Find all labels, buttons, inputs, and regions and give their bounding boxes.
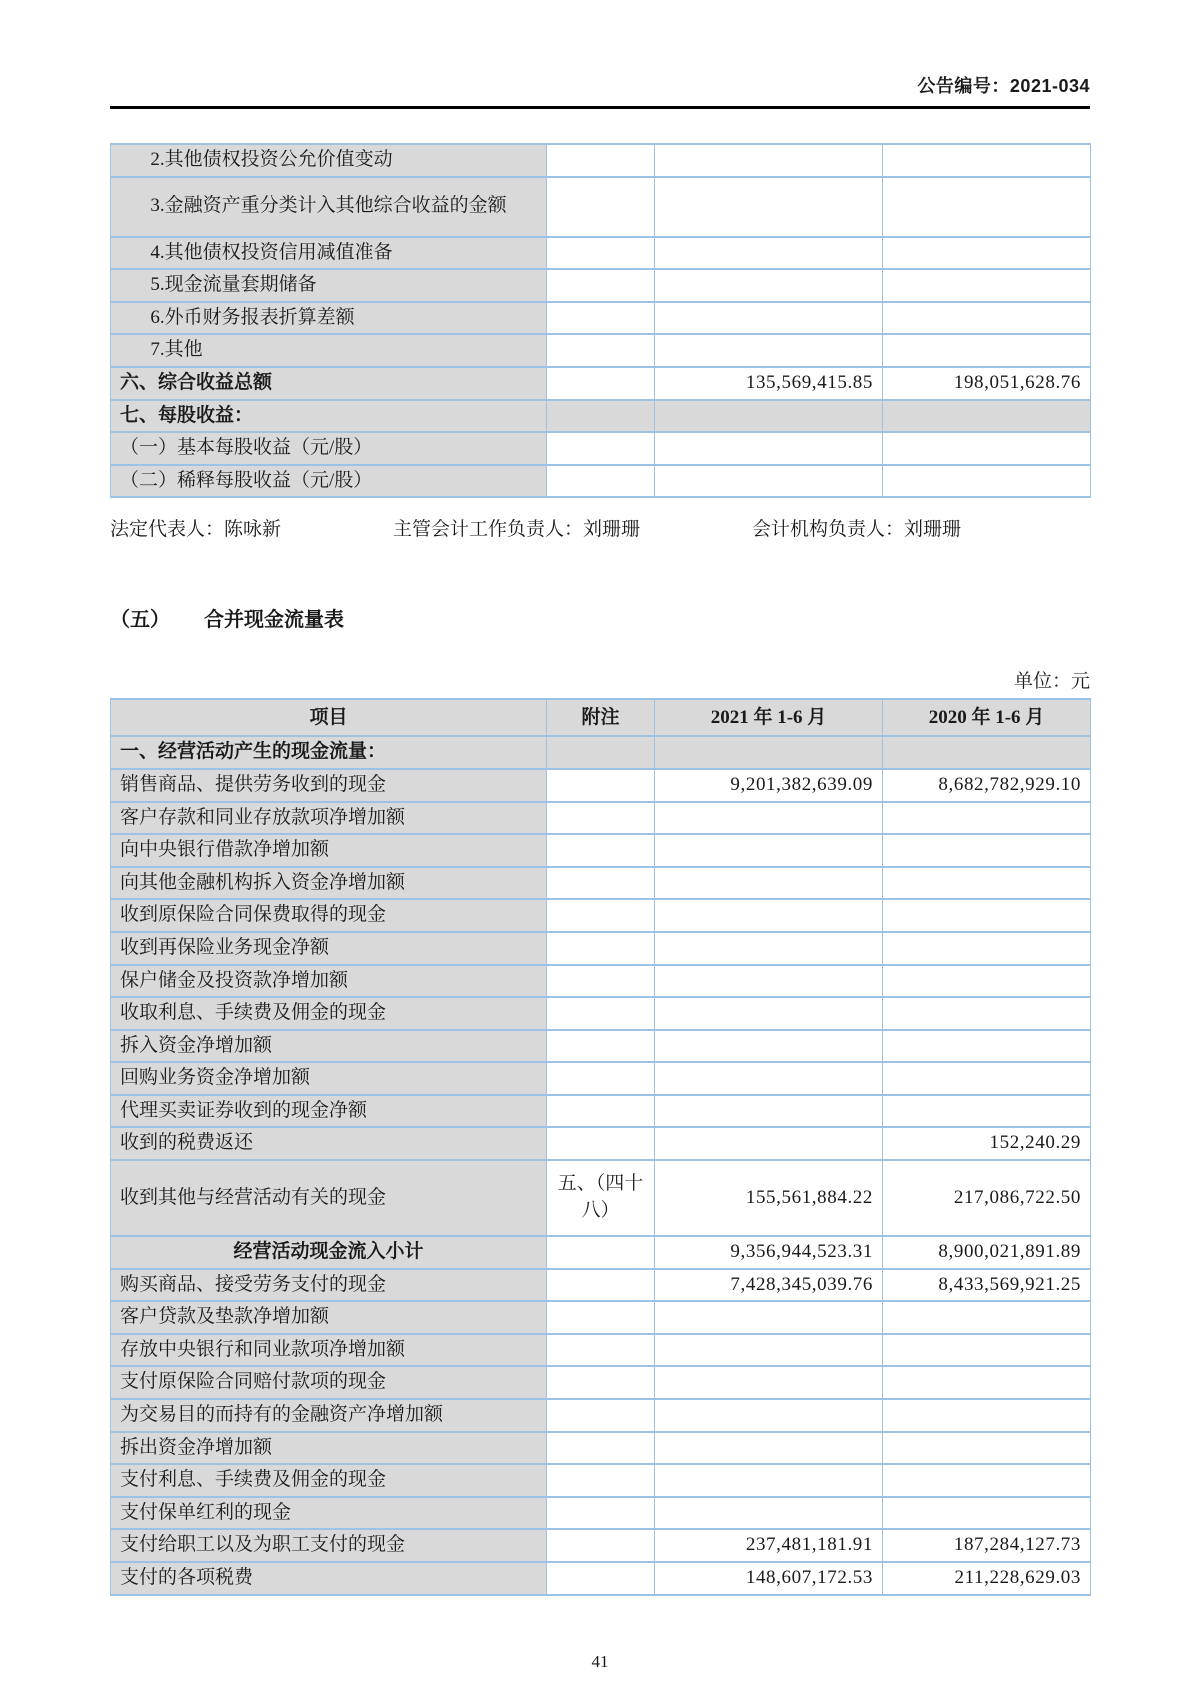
row-note-cell (547, 334, 655, 367)
row-value-2021-cell: 135,569,415.85 (655, 367, 883, 400)
table-row (111, 400, 1091, 433)
row-note-cell (547, 1301, 655, 1334)
row-value-2020-cell (883, 802, 1091, 835)
row-note-cell (547, 1464, 655, 1497)
table-row (111, 1432, 1091, 1465)
row-value-2020-cell: 187,284,127.73 (883, 1529, 1091, 1562)
row-label-cell: 支付利息、手续费及佣金的现金 (111, 1464, 547, 1497)
row-label-cell: 一、经营活动产生的现金流量： (111, 736, 547, 769)
row-label-cell: 存放中央银行和同业款项净增加额 (111, 1334, 547, 1367)
table-row (111, 177, 1091, 237)
section-heading (110, 603, 1090, 632)
row-value-2020-cell (883, 237, 1091, 270)
chief-accountant: 主管会计工作负责人：刘珊珊 (393, 519, 641, 541)
col-header-note: 附注 (547, 699, 655, 736)
table-row (111, 269, 1091, 302)
row-value-2020-cell (883, 1432, 1091, 1465)
row-note-cell (547, 302, 655, 335)
row-value-2020-cell (883, 1366, 1091, 1399)
row-note-cell (547, 867, 655, 900)
row-label-cell: 2.其他债权投资公允价值变动 (111, 144, 547, 177)
row-value-2021-cell (655, 1432, 883, 1465)
table-row (111, 1062, 1091, 1095)
row-label-cell: 收取利息、手续费及佣金的现金 (111, 997, 547, 1030)
row-label-cell: 支付原保险合同赔付款项的现金 (111, 1366, 547, 1399)
row-value-2020-cell: 8,682,782,929.10 (883, 769, 1091, 802)
row-value-2021-cell (655, 1464, 883, 1497)
row-value-2020-cell: 198,051,628.76 (883, 367, 1091, 400)
table-row (111, 769, 1091, 802)
row-note-cell (547, 144, 655, 177)
row-note-cell (547, 237, 655, 270)
doc-header (110, 72, 1090, 98)
table-row (111, 1334, 1091, 1367)
header-rule (110, 106, 1090, 109)
row-value-2021-cell (655, 1127, 883, 1160)
table-row (111, 867, 1091, 900)
row-note-cell (547, 1432, 655, 1465)
table-row (111, 144, 1091, 177)
row-note-cell (547, 269, 655, 302)
row-note-cell (547, 1497, 655, 1530)
col-header-2020: 2020 年 1-6 月 (883, 699, 1091, 736)
row-note-cell (547, 400, 655, 433)
row-value-2021-cell (655, 1095, 883, 1128)
table-row (111, 237, 1091, 270)
row-value-2020-cell (883, 736, 1091, 769)
table-row (111, 367, 1091, 400)
table-row (111, 899, 1091, 932)
row-value-2021-cell (655, 177, 883, 237)
row-note-cell (547, 1334, 655, 1367)
table-row (111, 465, 1091, 498)
accounting-head: 会计机构负责人：刘珊珊 (752, 519, 962, 541)
row-value-2020-cell (883, 1334, 1091, 1367)
row-value-2021-cell: 155,561,884.22 (655, 1160, 883, 1236)
row-value-2020-cell (883, 1062, 1091, 1095)
row-label-cell: 回购业务资金净增加额 (111, 1062, 547, 1095)
row-label-cell: 经营活动现金流入小计 (111, 1236, 547, 1269)
table-row (111, 302, 1091, 335)
row-label-cell: 保户储金及投资款净增加额 (111, 965, 547, 998)
row-label-cell: 收到的税费返还 (111, 1127, 547, 1160)
row-label-cell: （一）基本每股收益（元/股） (111, 432, 547, 465)
row-label-cell: 代理买卖证券收到的现金净额 (111, 1095, 547, 1128)
row-label-cell: 七、每股收益： (111, 400, 547, 433)
row-value-2021-cell (655, 432, 883, 465)
row-value-2020-cell (883, 432, 1091, 465)
announcement-number-label: 公告编号： (917, 76, 1010, 96)
row-note-cell (547, 802, 655, 835)
signature-row (110, 514, 1090, 541)
row-value-2021-cell: 9,356,944,523.31 (655, 1236, 883, 1269)
row-note-cell (547, 1236, 655, 1269)
row-value-2020-cell (883, 1095, 1091, 1128)
row-note-cell (547, 1399, 655, 1432)
row-value-2021-cell (655, 736, 883, 769)
row-value-2020-cell (883, 834, 1091, 867)
row-label-cell: 收到再保险业务现金净额 (111, 932, 547, 965)
row-value-2021-cell (655, 465, 883, 498)
table-row (111, 965, 1091, 998)
row-note-cell (547, 1562, 655, 1595)
row-label-cell: 向其他金融机构拆入资金净增加额 (111, 867, 547, 900)
row-value-2021-cell (655, 965, 883, 998)
row-value-2020-cell (883, 1464, 1091, 1497)
table-row (111, 1030, 1091, 1063)
row-value-2020-cell: 152,240.29 (883, 1127, 1091, 1160)
row-label-cell: 六、综合收益总额 (111, 367, 547, 400)
row-value-2020-cell (883, 400, 1091, 433)
table-row (111, 1301, 1091, 1334)
table-row (111, 1269, 1091, 1302)
row-value-2021-cell: 9,201,382,639.09 (655, 769, 883, 802)
table-row (111, 802, 1091, 835)
table-row (111, 1529, 1091, 1562)
row-value-2020-cell: 211,228,629.03 (883, 1562, 1091, 1595)
row-note-cell (547, 899, 655, 932)
row-label-cell: 支付保单红利的现金 (111, 1497, 547, 1530)
row-note-cell (547, 834, 655, 867)
row-label-cell: 4.其他债权投资信用减值准备 (111, 237, 547, 270)
row-note-cell (547, 177, 655, 237)
row-value-2020-cell (883, 997, 1091, 1030)
row-label-cell: 6.外币财务报表折算差额 (111, 302, 547, 335)
row-value-2020-cell (883, 867, 1091, 900)
comprehensive-income-table-body (111, 144, 1091, 497)
row-value-2021-cell (655, 144, 883, 177)
row-label-cell: 销售商品、提供劳务收到的现金 (111, 769, 547, 802)
legal-representative: 法定代表人：陈咏新 (110, 519, 282, 541)
row-value-2021-cell (655, 997, 883, 1030)
row-value-2020-cell (883, 144, 1091, 177)
row-value-2020-cell (883, 1301, 1091, 1334)
row-label-cell: 向中央银行借款净增加额 (111, 834, 547, 867)
row-value-2020-cell (883, 1399, 1091, 1432)
row-label-cell: 支付的各项税费 (111, 1562, 547, 1595)
row-note-cell (547, 769, 655, 802)
row-label-cell: 拆出资金净增加额 (111, 1432, 547, 1465)
row-value-2020-cell (883, 269, 1091, 302)
row-label-cell: 购买商品、接受劳务支付的现金 (111, 1269, 547, 1302)
table-row (111, 1562, 1091, 1595)
row-note-cell (547, 367, 655, 400)
page-number: 41 (591, 1651, 609, 1671)
row-value-2020-cell (883, 965, 1091, 998)
row-value-2021-cell (655, 237, 883, 270)
row-note-cell (547, 1529, 655, 1562)
row-value-2021-cell (655, 334, 883, 367)
table-row (111, 1236, 1091, 1269)
row-label-cell: 收到原保险合同保费取得的现金 (111, 899, 547, 932)
row-value-2021-cell (655, 899, 883, 932)
row-value-2020-cell (883, 465, 1091, 498)
table-row (111, 834, 1091, 867)
table-row (111, 1127, 1091, 1160)
row-value-2020-cell (883, 932, 1091, 965)
row-label-cell: 客户贷款及垫款净增加额 (111, 1301, 547, 1334)
row-note-cell (547, 736, 655, 769)
row-value-2020-cell: 8,900,021,891.89 (883, 1236, 1091, 1269)
row-value-2021-cell (655, 1301, 883, 1334)
comprehensive-income-table (110, 143, 1091, 498)
col-header-2021: 2021 年 1-6 月 (655, 699, 883, 736)
table-header-row (111, 699, 1091, 736)
row-value-2021-cell (655, 1399, 883, 1432)
section-title: 合并现金流量表 (204, 609, 344, 632)
row-value-2020-cell (883, 899, 1091, 932)
row-value-2020-cell (883, 334, 1091, 367)
row-note-cell (547, 1062, 655, 1095)
row-label-cell: 拆入资金净增加额 (111, 1030, 547, 1063)
table-row (111, 932, 1091, 965)
row-value-2021-cell (655, 834, 883, 867)
row-value-2020-cell (883, 1030, 1091, 1063)
row-label-cell: 支付给职工以及为职工支付的现金 (111, 1529, 547, 1562)
row-value-2021-cell (655, 1366, 883, 1399)
table-row (111, 1095, 1091, 1128)
row-label-cell: 3.金融资产重分类计入其他综合收益的金额 (111, 177, 547, 237)
row-note-cell (547, 1095, 655, 1128)
announcement-number: 2021-034 (1009, 76, 1090, 96)
table-row (111, 432, 1091, 465)
row-value-2020-cell (883, 1497, 1091, 1530)
row-value-2020-cell: 217,086,722.50 (883, 1160, 1091, 1236)
table-row (111, 997, 1091, 1030)
row-note-cell: 五、（四十八） (547, 1160, 655, 1236)
row-note-cell (547, 432, 655, 465)
row-label-cell: 7.其他 (111, 334, 547, 367)
table-row (111, 1399, 1091, 1432)
row-label-cell: 5.现金流量套期储备 (111, 269, 547, 302)
row-note-cell (547, 1030, 655, 1063)
row-label-cell: （二）稀释每股收益（元/股） (111, 465, 547, 498)
row-note-cell (547, 1269, 655, 1302)
section-number: （五） (110, 609, 170, 632)
row-note-cell (547, 932, 655, 965)
cash-flow-table-body (111, 736, 1091, 1594)
row-value-2021-cell (655, 1062, 883, 1095)
row-value-2020-cell (883, 177, 1091, 237)
table-row (111, 334, 1091, 367)
row-value-2021-cell (655, 1334, 883, 1367)
row-label-cell: 为交易目的而持有的金融资产净增加额 (111, 1399, 547, 1432)
table-row (111, 1497, 1091, 1530)
row-value-2021-cell (655, 1497, 883, 1530)
row-value-2021-cell: 237,481,181.91 (655, 1529, 883, 1562)
row-value-2021-cell (655, 932, 883, 965)
row-value-2021-cell (655, 269, 883, 302)
row-value-2021-cell (655, 400, 883, 433)
row-value-2021-cell: 7,428,345,039.76 (655, 1269, 883, 1302)
row-value-2021-cell (655, 1030, 883, 1063)
unit-note: 单位：元 (1013, 671, 1090, 693)
table-row (111, 1160, 1091, 1236)
table-row (111, 736, 1091, 769)
row-label-cell: 客户存款和同业存放款项净增加额 (111, 802, 547, 835)
table-row (111, 1464, 1091, 1497)
cash-flow-table (110, 698, 1091, 1595)
row-note-cell (547, 965, 655, 998)
row-note-cell (547, 1366, 655, 1399)
row-note-cell (547, 1127, 655, 1160)
row-value-2020-cell: 8,433,569,921.25 (883, 1269, 1091, 1302)
row-label-cell: 收到其他与经营活动有关的现金 (111, 1160, 547, 1236)
row-value-2021-cell (655, 867, 883, 900)
col-header-item: 项目 (111, 699, 547, 736)
row-value-2021-cell (655, 302, 883, 335)
table-row (111, 1366, 1091, 1399)
row-value-2021-cell: 148,607,172.53 (655, 1562, 883, 1595)
row-note-cell (547, 997, 655, 1030)
row-value-2021-cell (655, 802, 883, 835)
row-value-2020-cell (883, 302, 1091, 335)
row-note-cell (547, 465, 655, 498)
